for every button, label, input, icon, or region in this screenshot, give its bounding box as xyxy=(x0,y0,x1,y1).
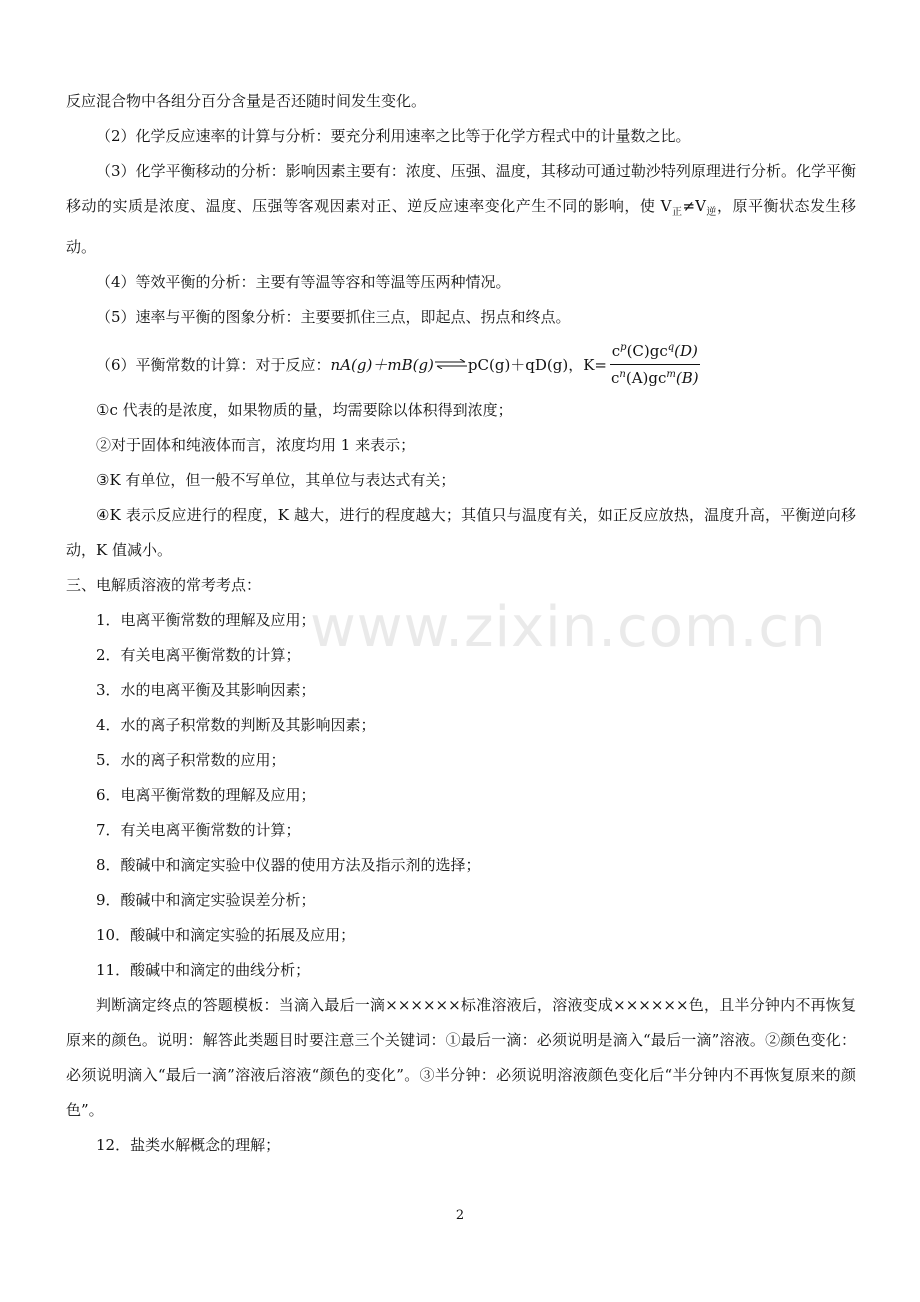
page-number: 2 xyxy=(455,1208,465,1223)
list-item: 1．电离平衡常数的理解及应用； xyxy=(96,611,316,629)
k-denominator xyxy=(609,365,701,389)
document-body xyxy=(66,84,856,1163)
k-fraction xyxy=(609,340,701,389)
den-exp-n: n xyxy=(619,368,626,380)
watermark: www.zixin.com.cn xyxy=(310,595,827,660)
num-c1: c xyxy=(611,341,621,360)
list-item: 8．酸碱中和滴定实验中仪器的使用方法及指示剂的选择； xyxy=(96,856,481,874)
note-solid-liquid: ②对于固体和纯液体而言，浓度均用 1 来表示； xyxy=(96,436,416,454)
equilibrium-shift-end: ，原平衡状态发生移动。 xyxy=(66,197,857,256)
k-numerator xyxy=(610,340,700,365)
equilibrium-arrow-icon xyxy=(435,359,467,369)
list-item: 2．有关电离平衡常数的计算； xyxy=(96,646,301,664)
note-k-meaning: ④K 表示反应进行的程度，K 越大，进行的程度越大；其值只与温度有关，如正反应放热，温度升高，平衡逆向移动，K 值减小。 xyxy=(66,506,856,559)
num-C: (C)gc xyxy=(626,341,668,360)
formula-prefix: （6）平衡常数的计算：对于反应： xyxy=(96,355,331,374)
den-A: (A)gc xyxy=(625,368,667,387)
paragraph-rate-calculation: （2）化学反应速率的计算与分析：要充分利用速率之比等于化学方程式中的计量数之比。 xyxy=(96,127,691,145)
subscript-forward: 正 xyxy=(671,207,683,218)
paragraph-equilibrium-shift xyxy=(66,154,856,265)
paragraph-equivalent-equilibrium: （4）等效平衡的分析：主要有等温等容和等温等压两种情况。 xyxy=(96,273,511,291)
equilibrium-constant-formula xyxy=(66,335,856,393)
equilibrium-shift-text: （3）化学平衡移动的分析：影响因素主要有：浓度、压强、温度，其移动可通过勒沙特列原理进行分析。化学平衡移动的实质是浓度、温度、压强等客观因素对正、逆反应速率变化产生不同的影响，使 V xyxy=(66,162,856,215)
formula-reactants: nA(g)＋mB(g) xyxy=(330,355,434,374)
note-concentration: ①c 代表的是浓度，如果物质的量，均需要除以体积得到浓度； xyxy=(96,401,513,419)
list-item: 11．酸碱中和滴定的曲线分析； xyxy=(96,961,311,979)
den-exp-m: m xyxy=(666,368,676,380)
list-item: 10．酸碱中和滴定实验的拓展及应用； xyxy=(96,926,356,944)
list-item: 6．电离平衡常数的理解及应用； xyxy=(96,786,316,804)
den-c1: c xyxy=(611,368,620,387)
list-item: 12．盐类水解概念的理解； xyxy=(96,1136,281,1154)
num-exp-p: p xyxy=(620,341,627,353)
num-exp-q: q xyxy=(667,341,675,353)
den-B: (B) xyxy=(675,368,699,387)
paragraph-graph-analysis: （5）速率与平衡的图象分析：主要要抓住三点，即起点、拐点和终点。 xyxy=(96,308,571,326)
paragraph-continuation: 反应混合物中各组分百分含量是否还随时间发生变化。 xyxy=(66,92,427,110)
subscript-reverse: 逆 xyxy=(705,207,717,218)
section-heading-electrolyte: 三、电解质溶液的常考考点： xyxy=(66,576,262,594)
paragraph-titration-template: 判断滴定终点的答题模板：当滴入最后一滴××××××标准溶液后，溶液变成××××××色，且半分钟内不再恢复原来的颜色。说明：解答此类题目时要注意三个关键词：①最后一滴：必须说明是滴入“最后一滴”溶液。②颜色变化：必须说明滴入“最后一滴”溶液后溶液“颜色的变化”。③半分钟：必须说明溶液颜色变化后“半分钟内不再恢复原来的颜色”。 xyxy=(66,996,856,1119)
list-item: 4．水的离子积常数的判断及其影响因素； xyxy=(96,716,376,734)
list-item: 5．水的离子积常数的应用； xyxy=(96,751,286,769)
list-item: 3．水的电离平衡及其影响因素； xyxy=(96,681,316,699)
formula-products: pC(g)＋qD(g)，K= xyxy=(467,355,608,374)
list-item: 7．有关电离平衡常数的计算； xyxy=(96,821,301,839)
note-k-unit: ③K 有单位，但一般不写单位，其单位与表达式有关； xyxy=(96,471,456,489)
num-D: (D) xyxy=(674,341,698,360)
list-item: 9．酸碱中和滴定实验误差分析； xyxy=(96,891,316,909)
inequality-text: ≠V xyxy=(682,197,706,215)
